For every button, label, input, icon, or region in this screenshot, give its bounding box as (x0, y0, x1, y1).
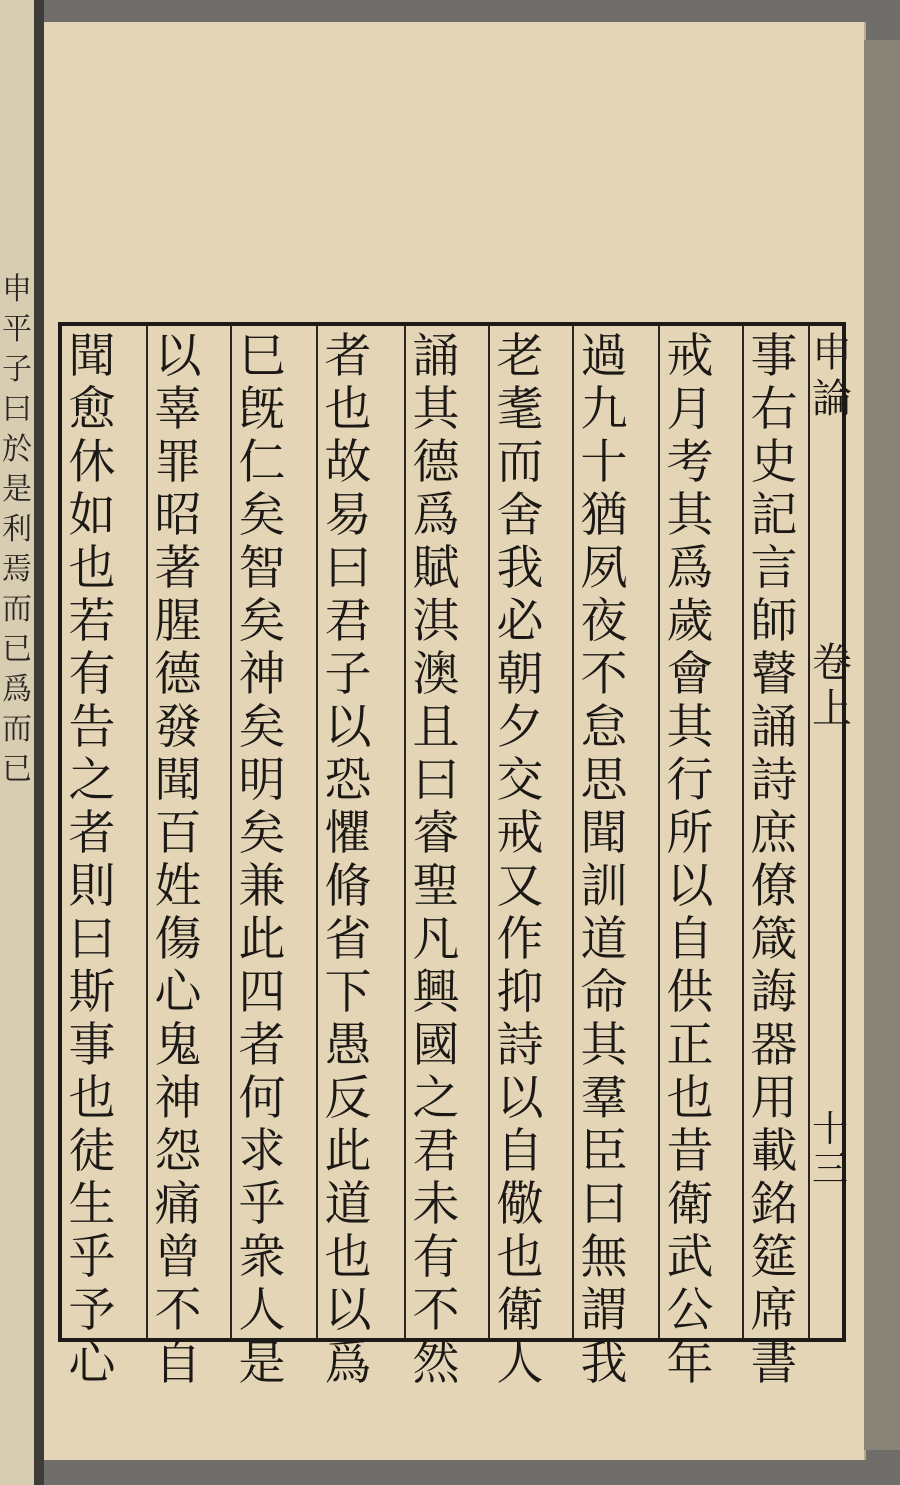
character: 爲 (666, 541, 714, 596)
margin-volume: 卷 上 (812, 640, 852, 732)
character: 怨 (154, 1124, 202, 1179)
character: 訓 (580, 859, 628, 914)
character: 言 (750, 541, 798, 596)
character: 痛 (154, 1177, 202, 1232)
character: 曰 (412, 753, 460, 808)
character: 且 (412, 700, 460, 755)
character: 也 (496, 1230, 544, 1285)
character: 誨 (750, 965, 798, 1020)
character: 未 (412, 1177, 460, 1232)
character: 供 (666, 965, 714, 1020)
character: 舍 (496, 488, 544, 543)
character: 易 (324, 488, 372, 543)
character: 休 (68, 435, 116, 490)
character: 睿 (412, 806, 460, 861)
character: 以 (666, 859, 714, 914)
character: 有 (68, 647, 116, 702)
character: 道 (324, 1177, 372, 1232)
character: 兼 (238, 859, 286, 914)
character: 著 (154, 541, 202, 596)
text-column-3 (576, 329, 632, 1391)
character: 君 (324, 594, 372, 649)
character: 若 (68, 594, 116, 649)
book-spine (34, 0, 44, 1485)
column-rule (316, 326, 318, 1338)
character: 故 (324, 435, 372, 490)
character: 謂 (580, 1283, 628, 1338)
character: 聞 (580, 806, 628, 861)
character: 書 (750, 1336, 798, 1391)
character: 四 (238, 965, 286, 1020)
character: 百 (154, 806, 202, 861)
character: 所 (666, 806, 714, 861)
character: 史 (750, 435, 798, 490)
character: 必 (496, 594, 544, 649)
character: 予 (68, 1283, 116, 1338)
character: 曾 (154, 1230, 202, 1285)
character: 德 (412, 435, 460, 490)
character: 誦 (750, 700, 798, 755)
character: 曰 (68, 912, 116, 967)
character: 何 (238, 1071, 286, 1126)
character: 告 (68, 700, 116, 755)
character: 淇 (412, 594, 460, 649)
character: 其 (666, 700, 714, 755)
character: 我 (496, 541, 544, 596)
column-rule (230, 326, 232, 1338)
character: 過 (580, 329, 628, 384)
character: 正 (666, 1018, 714, 1073)
character: 也 (324, 1230, 372, 1285)
character: 庶 (750, 806, 798, 861)
character: 之 (68, 753, 116, 808)
character: 智 (238, 541, 286, 596)
character: 者 (238, 1018, 286, 1073)
character: 記 (750, 488, 798, 543)
character: 鬼 (154, 1018, 202, 1073)
character: 然 (412, 1336, 460, 1391)
previous-page-text: 申 平 子 曰 於 是 利 焉 而 已 爲 而 已 (2, 272, 32, 787)
character: 朝 (496, 647, 544, 702)
character: 人 (496, 1336, 544, 1391)
character: 國 (412, 1018, 460, 1073)
character: 衆 (238, 1230, 286, 1285)
character: 明 (238, 753, 286, 808)
character: 僚 (750, 859, 798, 914)
character: 矣 (238, 488, 286, 543)
character: 脩 (324, 859, 372, 914)
character: 十 (580, 435, 628, 490)
character: 自 (496, 1124, 544, 1179)
character: 考 (666, 435, 714, 490)
character: 人 (238, 1283, 286, 1338)
character: 臣 (580, 1124, 628, 1179)
character: 行 (666, 753, 714, 808)
character: 興 (412, 965, 460, 1020)
character: 也 (324, 382, 372, 437)
character: 聞 (68, 329, 116, 384)
character: 歲 (666, 594, 714, 649)
character: 怠 (580, 700, 628, 755)
character: 者 (324, 329, 372, 384)
column-rule (404, 326, 406, 1338)
character: 辜 (154, 382, 202, 437)
character: 昭 (154, 488, 202, 543)
character: 又 (496, 859, 544, 914)
character: 戒 (496, 806, 544, 861)
character: 愚 (324, 1018, 372, 1073)
character: 如 (68, 488, 116, 543)
character: 命 (580, 965, 628, 1020)
character: 子 (324, 647, 372, 702)
character: 自 (666, 912, 714, 967)
character: 有 (412, 1230, 460, 1285)
column-rule (808, 326, 810, 1338)
character: 曰 (324, 541, 372, 596)
character: 席 (750, 1283, 798, 1338)
character: 衛 (496, 1283, 544, 1338)
character: 反 (324, 1071, 372, 1126)
character: 恐 (324, 753, 372, 808)
character: 詩 (750, 753, 798, 808)
character: 乎 (68, 1230, 116, 1285)
character: 此 (238, 912, 286, 967)
character: 用 (750, 1071, 798, 1126)
character: 發 (154, 700, 202, 755)
character: 心 (154, 965, 202, 1020)
character: 罪 (154, 435, 202, 490)
character: 乎 (238, 1177, 286, 1232)
character: 矣 (238, 806, 286, 861)
character: 交 (496, 753, 544, 808)
text-column-8 (150, 329, 206, 1391)
character: 其 (580, 1018, 628, 1073)
character: 誦 (412, 329, 460, 384)
margin-page-number: 十 三 (812, 1109, 849, 1190)
character: 澳 (412, 647, 460, 702)
text-column-5 (408, 329, 464, 1391)
character: 其 (412, 382, 460, 437)
character: 筵 (750, 1230, 798, 1285)
character: 抑 (496, 965, 544, 1020)
character: 月 (666, 382, 714, 437)
character: 以 (154, 329, 202, 384)
character: 省 (324, 912, 372, 967)
character: 懼 (324, 806, 372, 861)
page-stack-edge (864, 40, 900, 1450)
character: 事 (68, 1018, 116, 1073)
character: 事 (750, 329, 798, 384)
character: 箴 (750, 912, 798, 967)
character: 道 (580, 912, 628, 967)
character: 傷 (154, 912, 202, 967)
character: 瞽 (750, 647, 798, 702)
character: 下 (324, 965, 372, 1020)
character: 公 (666, 1283, 714, 1338)
character: 也 (68, 1071, 116, 1126)
character: 我 (580, 1336, 628, 1391)
character: 作 (496, 912, 544, 967)
character: 無 (580, 1230, 628, 1285)
character: 矣 (238, 594, 286, 649)
character: 者 (68, 806, 116, 861)
character: 求 (238, 1124, 286, 1179)
character: 聖 (412, 859, 460, 914)
character: 詩 (496, 1018, 544, 1073)
character: 猶 (580, 488, 628, 543)
character: 心 (68, 1336, 116, 1391)
character: 衛 (666, 1177, 714, 1232)
column-rule (742, 326, 744, 1338)
character: 也 (68, 541, 116, 596)
character: 器 (750, 1018, 798, 1073)
character: 爲 (324, 1336, 372, 1391)
column-rule (572, 326, 574, 1338)
column-rule (658, 326, 660, 1338)
text-column-6 (320, 329, 376, 1391)
character: 耄 (496, 382, 544, 437)
character: 載 (750, 1124, 798, 1179)
character: 曰 (580, 1177, 628, 1232)
character: 凡 (412, 912, 460, 967)
character: 姓 (154, 859, 202, 914)
character: 其 (666, 488, 714, 543)
character: 不 (412, 1283, 460, 1338)
text-column-2 (662, 329, 718, 1391)
character: 聞 (154, 753, 202, 808)
character: 思 (580, 753, 628, 808)
character: 夙 (580, 541, 628, 596)
character: 以 (324, 1283, 372, 1338)
character: 昔 (666, 1124, 714, 1179)
character: 年 (666, 1336, 714, 1391)
character: 之 (412, 1071, 460, 1126)
character: 愈 (68, 382, 116, 437)
character: 仁 (238, 435, 286, 490)
character: 以 (496, 1071, 544, 1126)
character: 老 (496, 329, 544, 384)
character: 巳 (238, 329, 286, 384)
character: 以 (324, 700, 372, 755)
character: 會 (666, 647, 714, 702)
text-column-9 (64, 329, 120, 1391)
character: 君 (412, 1124, 460, 1179)
character: 羣 (580, 1071, 628, 1126)
character: 旣 (238, 382, 286, 437)
text-column-1 (746, 329, 802, 1391)
character: 斯 (68, 965, 116, 1020)
character: 戒 (666, 329, 714, 384)
text-column-4 (492, 329, 548, 1391)
character: 爲 (412, 488, 460, 543)
character: 九 (580, 382, 628, 437)
character: 神 (238, 647, 286, 702)
character: 腥 (154, 594, 202, 649)
margin-title: 申 論 (812, 330, 852, 422)
column-rule (488, 326, 490, 1338)
character: 也 (666, 1071, 714, 1126)
character: 矣 (238, 700, 286, 755)
character: 生 (68, 1177, 116, 1232)
character: 自 (154, 1336, 202, 1391)
character: 神 (154, 1071, 202, 1126)
character: 德 (154, 647, 202, 702)
character: 師 (750, 594, 798, 649)
character: 是 (238, 1336, 286, 1391)
character: 則 (68, 859, 116, 914)
text-column-7 (234, 329, 290, 1391)
character: 此 (324, 1124, 372, 1179)
character: 賦 (412, 541, 460, 596)
character: 夕 (496, 700, 544, 755)
character: 武 (666, 1230, 714, 1285)
character: 而 (496, 435, 544, 490)
character: 右 (750, 382, 798, 437)
character: 不 (154, 1283, 202, 1338)
character: 銘 (750, 1177, 798, 1232)
character: 夜 (580, 594, 628, 649)
column-rule (146, 326, 148, 1338)
character: 徒 (68, 1124, 116, 1179)
character: 不 (580, 647, 628, 702)
character: 儆 (496, 1177, 544, 1232)
